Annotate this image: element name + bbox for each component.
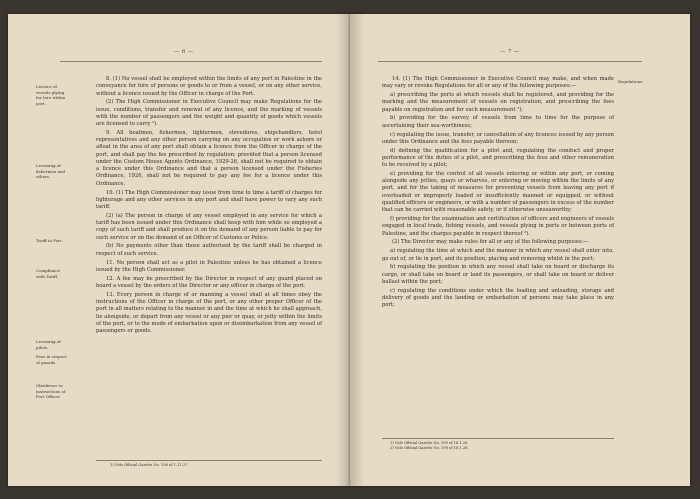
- left-page-body: [96, 76, 322, 337]
- paragraph: 13. Every person in charge of or manning a vessel shall at all times obey the instructions of the Officer in charge of the port, or any other proper Officer of the port in all matters relating to the manner in and the time at which he shall approach, lie alongside, or depart from any vessel or any pier or quay, or jetty within the limits of the port, or to the mode of embarkation upon or disembarkation from any vessel of passengers or goods.: [96, 291, 322, 334]
- gutter-shadow: [350, 14, 364, 486]
- list-item: e) providing for the control of all vessels entering or within any port, or coming alongside any jetties, quays or wharves, or entering or moving within the limits of any port, and for the taking of measures for preventing vessels from leaving any port if overloaded or improperly loaded or insufficiently manned or equipped, or without qualified officers or engineers, or with a number of passengers in excess of the number that can be carried with reasonable safety, or if otherwise unseaworthy;: [382, 170, 614, 214]
- list-item: a) regulating the time at which and the manner in which any vessel shall enter into, go out of, or lie in port, and its position, placing and removing whilst in the port;: [382, 248, 614, 262]
- footnotes: [110, 463, 320, 468]
- margin-note: Licensing of fishermen and others.: [36, 163, 66, 180]
- footnote-rule: [96, 460, 322, 461]
- list-item: b) providing for the survey of vessels from time to time for the purpose of ascertaining their sea-worthiness;: [382, 115, 614, 129]
- footnote: 1) Vide Official Gazette No. 198 of 1.11.27.: [110, 463, 189, 467]
- paragraph: 10. (1) The High Commissioner may issue from time to time a tariff of charges for lighterage and any other services in any port and shall have power to vary any such tariff.: [96, 189, 322, 211]
- margin-note: Licensing of pilots.: [36, 339, 61, 350]
- paragraph: (2) (a) The person in charge of any vessel employed in any service for which a tariff has been issued under this Ordinance shall keep with him while so employed a copy of such tariff and shall produce it on the demand of any person liable to pay for such service or on the demand of an Officer of Customs or Police.: [96, 212, 322, 241]
- footnote: 1) Vide Official Gazette No. 199 of 16.1.28.: [390, 441, 469, 445]
- paragraph: (2) The Director may make rules for all or any of the following purposes:—: [392, 239, 589, 246]
- paragraph: 12. A fee may be prescribed by the Director in respect of any guard placed on board a vessel by the orders of the Director or any officer in charge of the port.: [96, 275, 322, 289]
- header-rule: [60, 61, 322, 62]
- page-number: — 6 —: [174, 49, 194, 55]
- left-page: [8, 14, 350, 486]
- list-item: d) defining the qualification for a pilot and, regulating the conduct and proper performance of the duties of a pilot, and prescribing the fees and other remuneration to be received by a pilot;: [382, 147, 614, 169]
- list-item: f) providing for the examination and certification of officers and engineers of vessels engaged in local trade, fishing vessels, and vessels plying in ports or between ports of Palestine, and the charges payable in respect thereof ²).: [382, 216, 614, 237]
- paragraph: 11. No person shall act as a pilot in Palestine unless he has obtained a licence issued by the High Commissioner.: [96, 259, 322, 273]
- right-page: [350, 14, 690, 486]
- list-item: c) regulating the issue, transfer, or cancellation of any licences issued by any person under this Ordinance and the fees payable thereon;: [382, 131, 614, 145]
- page-number: — 7 —: [500, 49, 520, 55]
- margin-note: Fees in respect of guards.: [36, 354, 67, 365]
- header-rule: [378, 61, 642, 62]
- margin-note: Licence of vessels plying for hire within port.: [36, 84, 66, 106]
- margin-note: Obedience to instructions of Port Officer.: [36, 383, 66, 400]
- paragraph: (b) No payments other than those authorised by the tariff shall be charged in respect of such service.: [96, 243, 322, 257]
- margin-note: Tariff in Port.: [36, 238, 63, 243]
- margin-note: Compliance with Tariff.: [36, 268, 60, 279]
- right-page-body: [382, 76, 614, 311]
- margin-note: Regulations.: [618, 79, 644, 84]
- list-item: b) regulating the position in which any vessel shall take on board or discharge its cargo, or shall take on board or land its passengers, or shall take on board or deliver ballast within the port;: [382, 264, 614, 285]
- footnote-rule: [382, 438, 614, 439]
- paragraph: (2) The High Commissioner in Executive Council may make Regulations for the issue, conditions, transfer and renewal of any licence, and the marking of vessels with the number of passengers and the weight and quantity of goods which vessels are licensed to carry ¹).: [96, 99, 322, 128]
- footnote: 2) Vide Official Gazette No. 199 of 16.1.28.: [390, 446, 469, 450]
- gutter-shadow: [336, 14, 350, 486]
- list-item: c) regulating the conditions under which the loading and unloading, storage and delivery of goods and the landing or embarkation of persons may take place in any port;: [382, 287, 614, 309]
- paragraph: 8. (1) No vessel shall be employed within the limits of any port in Palestine in the conveyance for hire of persons or goods to or from a vessel, or on any other service, without a licence issued by the Officer in charge of the Port.: [96, 76, 322, 97]
- paragraph: 9. All boatmen, fishermen, lightermen, stevedores, shipchandlers, hotel representatives and any other person carrying on any occupation or work ashore or afloat in the area of any port shall obtain a licence from the Officer in charge of the port, and shall pay the fee prescribed by regulation: provided that a person licensed under the Custom House Agents Ordinance, 1929-26, shall not be required to obtain a licence under this Ordinance and that a person licensed under the Fisheries Ordinance, 1926, shall not be required to pay any fee for a licence under this Ordinance.: [96, 129, 322, 187]
- footnotes: [390, 441, 610, 451]
- paragraph: 14. (1) The High Commissioner in Executive Council may make, and when made may vary or revoke Regulations for all or any of the following purposes:—: [382, 76, 614, 90]
- list-item: a) prescribing the ports at which vessels shall be registered, and providing for the marking and the measurement of vessels on registration, and prescribing the fees payable on registration and for such measurement ¹);: [382, 92, 614, 113]
